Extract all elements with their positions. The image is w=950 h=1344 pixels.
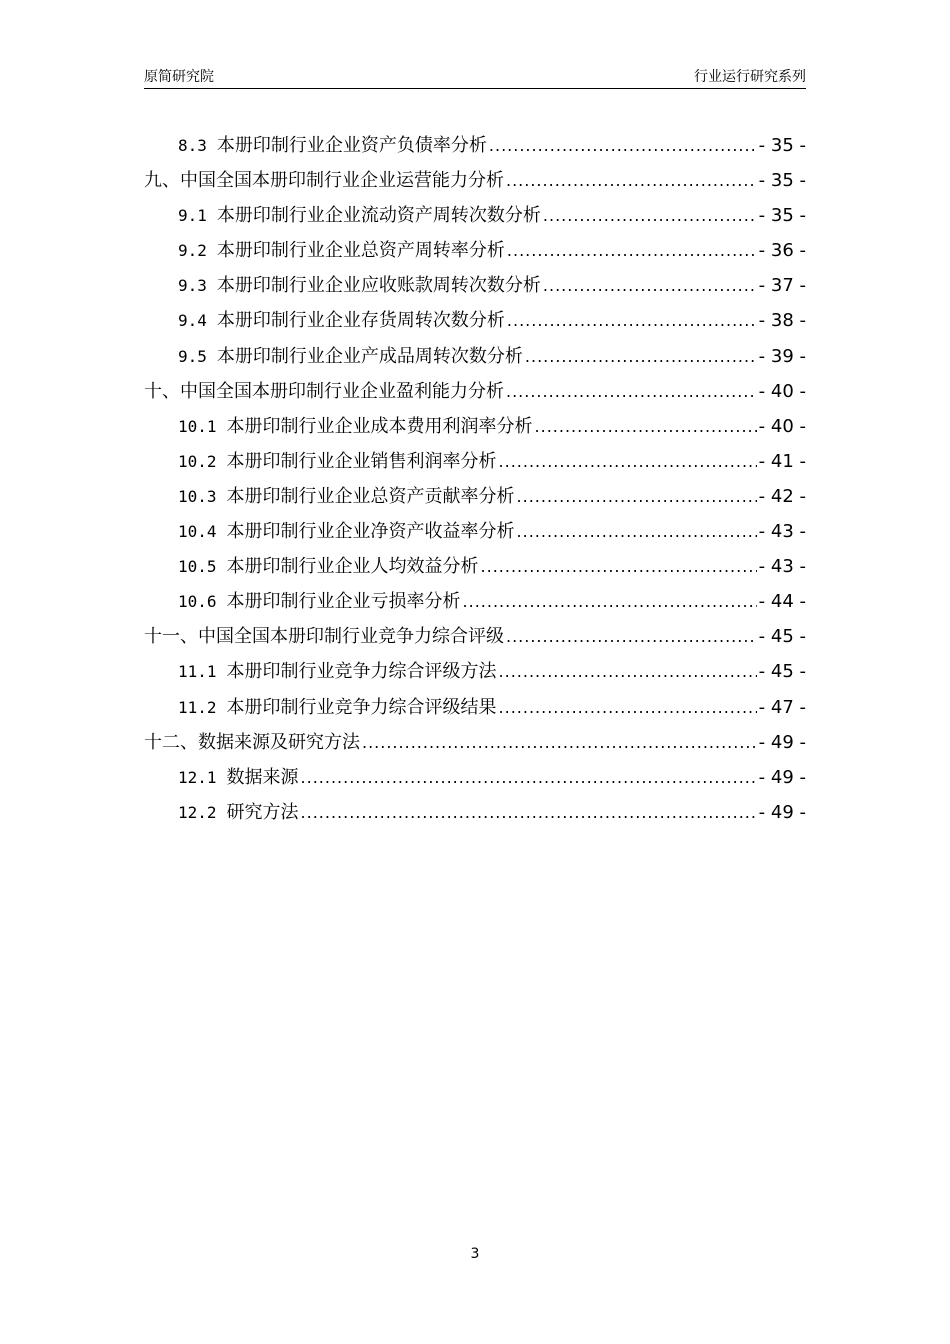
- toc-dot-leader: [506, 374, 757, 409]
- toc-dot-leader: [362, 725, 757, 760]
- toc-entry-title: 本册印制行业企业净资产收益率分析: [226, 521, 515, 543]
- toc-dot-leader: [301, 795, 757, 830]
- toc-dot-leader: [535, 409, 757, 444]
- table-of-contents: [144, 128, 806, 830]
- toc-entry-number: 10.4: [178, 522, 217, 542]
- page-header: [144, 66, 806, 89]
- toc-entry-number: 11.1: [178, 662, 217, 682]
- header-series-title: 行业运行研究系列: [694, 69, 806, 85]
- toc-entry-number: 8.3: [178, 136, 207, 155]
- toc-entry-page: - 36 -: [758, 240, 806, 262]
- toc-entry[interactable]: [144, 128, 806, 163]
- toc-entry-title: 本册印制行业企业总资产周转率分析: [216, 240, 505, 262]
- toc-chapter-entry[interactable]: [144, 725, 806, 760]
- toc-entry-title: 本册印制行业企业成本费用利润率分析: [226, 415, 533, 437]
- toc-entry-page: - 49 -: [758, 731, 806, 753]
- toc-entry-page: - 35 -: [758, 205, 806, 227]
- toc-entry-number: 9.5: [178, 346, 207, 366]
- toc-chapter-entry[interactable]: [144, 619, 806, 654]
- toc-chapter-title: 十二、数据来源及研究方法: [144, 731, 360, 753]
- toc-dot-leader: [463, 584, 757, 619]
- toc-entry-page: - 35 -: [758, 135, 806, 156]
- toc-entry-page: - 40 -: [758, 415, 806, 437]
- toc-entry-title: 本册印制行业竞争力综合评级结果: [226, 696, 497, 718]
- toc-entry[interactable]: [144, 444, 806, 479]
- toc-dot-leader: [499, 654, 757, 689]
- toc-entry-number: 10.1: [178, 416, 217, 436]
- toc-dot-leader: [543, 268, 757, 303]
- toc-entry-page: - 44 -: [758, 591, 806, 613]
- toc-entry-number: 10.6: [178, 592, 217, 612]
- toc-entry-title: 数据来源: [226, 766, 299, 788]
- toc-chapter-title: 十一、中国全国本册印制行业竞争力综合评级: [144, 626, 504, 648]
- toc-chapter-entry[interactable]: [144, 163, 806, 198]
- toc-chapter-title: 十、中国全国本册印制行业企业盈利能力分析: [144, 380, 504, 402]
- toc-dot-leader: [506, 163, 757, 198]
- toc-entry-page: - 43 -: [758, 556, 806, 578]
- toc-entry[interactable]: [144, 409, 806, 444]
- toc-dot-leader: [543, 198, 757, 233]
- toc-entry-page: - 42 -: [758, 485, 806, 507]
- toc-entry-page: - 43 -: [758, 521, 806, 543]
- toc-entry-title: 本册印制行业企业亏损率分析: [226, 591, 461, 613]
- toc-entry[interactable]: [144, 795, 806, 830]
- toc-entry[interactable]: [144, 268, 806, 303]
- toc-dot-leader: [525, 339, 757, 374]
- toc-entry-number: 10.3: [178, 486, 217, 506]
- toc-entry-title: 本册印制行业企业存货周转次数分析: [216, 310, 505, 332]
- toc-entry-title: 本册印制行业企业应收账款周转次数分析: [216, 275, 541, 297]
- toc-entry-page: - 45 -: [758, 626, 806, 648]
- toc-entry-number: 11.2: [178, 697, 217, 717]
- toc-entry[interactable]: [144, 479, 806, 514]
- toc-entry[interactable]: [144, 760, 806, 795]
- toc-entry-title: 本册印制行业企业流动资产周转次数分析: [216, 205, 541, 227]
- toc-entry-page: - 38 -: [758, 310, 806, 332]
- toc-entry-title: 本册印制行业企业人均效益分析: [226, 556, 479, 578]
- toc-entry-title: 本册印制行业企业产成品周转次数分析: [216, 345, 523, 367]
- toc-dot-leader: [507, 303, 757, 338]
- toc-entry-number: 9.3: [178, 276, 207, 296]
- toc-entry-page: - 41 -: [758, 450, 806, 472]
- toc-dot-leader: [481, 549, 757, 584]
- toc-dot-leader: [506, 619, 757, 654]
- toc-entry[interactable]: [144, 584, 806, 619]
- toc-entry-page: - 40 -: [758, 380, 806, 402]
- toc-entry[interactable]: [144, 690, 806, 725]
- toc-entry[interactable]: [144, 233, 806, 268]
- toc-entry-number: 12.2: [178, 802, 217, 822]
- toc-dot-leader: [301, 760, 757, 795]
- toc-entry[interactable]: [144, 654, 806, 689]
- toc-entry-page: - 49 -: [758, 766, 806, 788]
- toc-dot-leader: [507, 233, 757, 268]
- toc-entry-title: 本册印制行业竞争力综合评级方法: [226, 661, 497, 683]
- toc-entry-number: 9.2: [178, 241, 207, 261]
- header-organization: 原简研究院: [144, 69, 214, 85]
- toc-entry[interactable]: [144, 549, 806, 584]
- toc-entry[interactable]: [144, 339, 806, 374]
- toc-entry-title: 本册印制行业企业销售利润率分析: [226, 450, 497, 472]
- toc-dot-leader: [517, 514, 757, 549]
- toc-entry-number: 9.1: [178, 206, 207, 226]
- toc-entry[interactable]: [144, 514, 806, 549]
- toc-dot-leader: [499, 444, 757, 479]
- toc-dot-leader: [489, 128, 757, 163]
- toc-chapter-title: 九、中国全国本册印制行业企业运营能力分析: [144, 170, 504, 192]
- toc-entry-number: 9.4: [178, 311, 207, 331]
- toc-entry-number: 12.1: [178, 767, 217, 787]
- toc-entry-page: - 47 -: [758, 696, 806, 718]
- toc-dot-leader: [517, 479, 757, 514]
- page-number: 3: [470, 1246, 480, 1262]
- toc-entry-number: 10.2: [178, 451, 217, 471]
- toc-entry-title: 本册印制行业企业总资产贡献率分析: [226, 485, 515, 507]
- toc-entry-title: 本册印制行业企业资产负债率分析: [216, 135, 487, 156]
- toc-entry-page: - 39 -: [758, 345, 806, 367]
- toc-entry-page: - 49 -: [758, 801, 806, 823]
- toc-chapter-entry[interactable]: [144, 374, 806, 409]
- toc-entry-title: 研究方法: [226, 801, 299, 823]
- toc-dot-leader: [499, 690, 757, 725]
- toc-entry-page: - 37 -: [758, 275, 806, 297]
- toc-entry-page: - 45 -: [758, 661, 806, 683]
- toc-entry-number: 10.5: [178, 557, 217, 577]
- toc-entry-page: - 35 -: [758, 170, 806, 192]
- toc-entry[interactable]: [144, 303, 806, 338]
- toc-entry[interactable]: [144, 198, 806, 233]
